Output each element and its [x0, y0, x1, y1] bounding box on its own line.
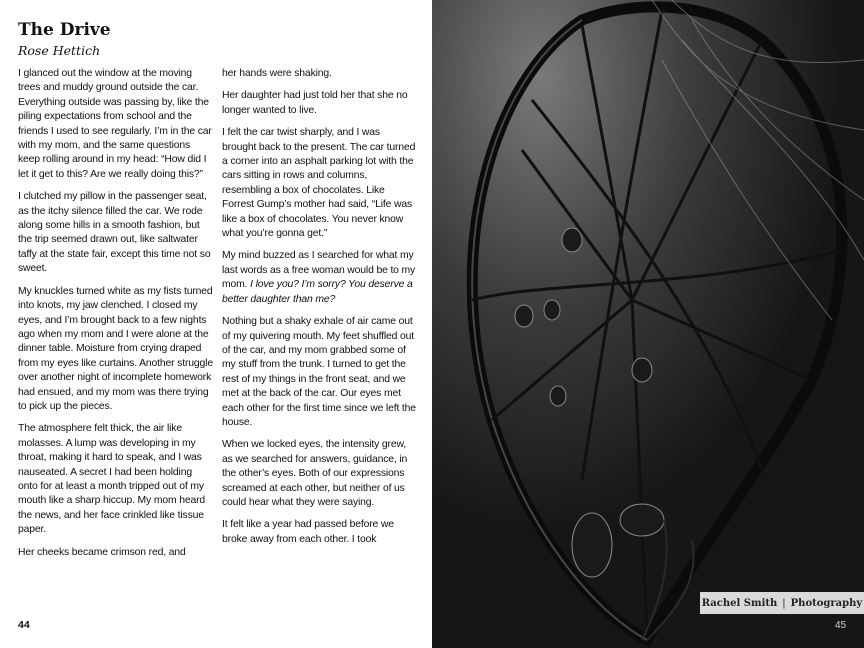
- credit-category: Photography: [790, 597, 863, 609]
- photo-page: [432, 0, 864, 648]
- paragraph: The atmosphere felt thick, the air like molasses. A lump was developing in my throat, making it hard to speak, and I was nauseated. A secret I had been holding onto for at least a month tripped out of my mouth like a sharp hiccup. My mom heard the news, and her face crinkled like tissue paper.: [18, 423, 206, 536]
- credit-separator: |: [782, 597, 786, 609]
- paragraph: My knuckles turned white as my fists turned into knots, my jaw clenched. I closed my eyes, and I’m brought back to a few nights ago when my mom and I were alone at the dinner table. Moisture from crying draped from my eyes like curtains. Another struggle over another night of incomplete homework had ensued, and my mom was there trying to pick up the pieces.: [18, 285, 213, 412]
- page-number-left: 44: [18, 619, 30, 631]
- paragraph: Nothing but a shaky exhale of air came out of my quivering mouth. My feet shuffled out of the car, and my mom grabbed some of my stuff from the trunk. I turned to get the rest of my things in the front seat, and we met at the back of the car. Our eyes met each other for the first time since we left the house.: [222, 316, 416, 428]
- paragraph: When we locked eyes, the intensity grew, as we searched for answers, guidance, in the other’s eyes. Both of our expressions screamed at each other, but neither of us could hear what they were saying.: [222, 439, 408, 508]
- paragraph: Her cheeks became crimson red, and: [18, 546, 186, 558]
- story-title: The Drive: [18, 20, 111, 40]
- text-column-2: [222, 67, 416, 555]
- paragraph: I felt the car twist sharply, and I was brought back to the present. The car turned a corner into an asphalt parking lot with the cars sitting in rows and columns, resembling a box of chocolates. Like Forrest Gump’s mother had said, “Life was like a box of chocolates. You never know what you’re gonna get.”: [222, 127, 416, 240]
- paragraph: I glanced out the window at the moving trees and muddy ground outside the car. Everything outside was passing by, like the piling expectations from school and the friends I used to see regularly. I’m in the car with my mom, and the same questions keep rolling around in my head: “How did I let it get to this? Are we really doing this?”: [18, 68, 212, 180]
- italic-text: I love you? I’m sorry? You deserve a better daughter than me?: [222, 279, 413, 305]
- page-number-right: 45: [835, 620, 847, 631]
- paragraph: I clutched my pillow in the passenger seat, as the itchy silence filled the car. We rode along some hills in a smooth fashion, but the trip seemed drawn out, like saltwater taffy at the state fair, except this time not so sweet.: [18, 191, 211, 275]
- photo-credit: [700, 592, 864, 614]
- paragraph-text: My mind buzzed as I searched for what my last words as a free woman would be to my mom.: [222, 250, 416, 291]
- story-author: Rose Hettich: [18, 43, 101, 58]
- photographer-name: Rachel Smith: [701, 597, 778, 609]
- dreamcatcher-photo: [432, 0, 864, 648]
- text-column-1: [18, 67, 214, 568]
- paragraph: her hands were shaking.: [222, 68, 332, 79]
- paragraph: [222, 249, 416, 307]
- paragraph: Her daughter had just told her that she no longer wanted to live.: [222, 90, 408, 116]
- paragraph: It felt like a year had passed before we broke away from each other. I took: [222, 519, 394, 545]
